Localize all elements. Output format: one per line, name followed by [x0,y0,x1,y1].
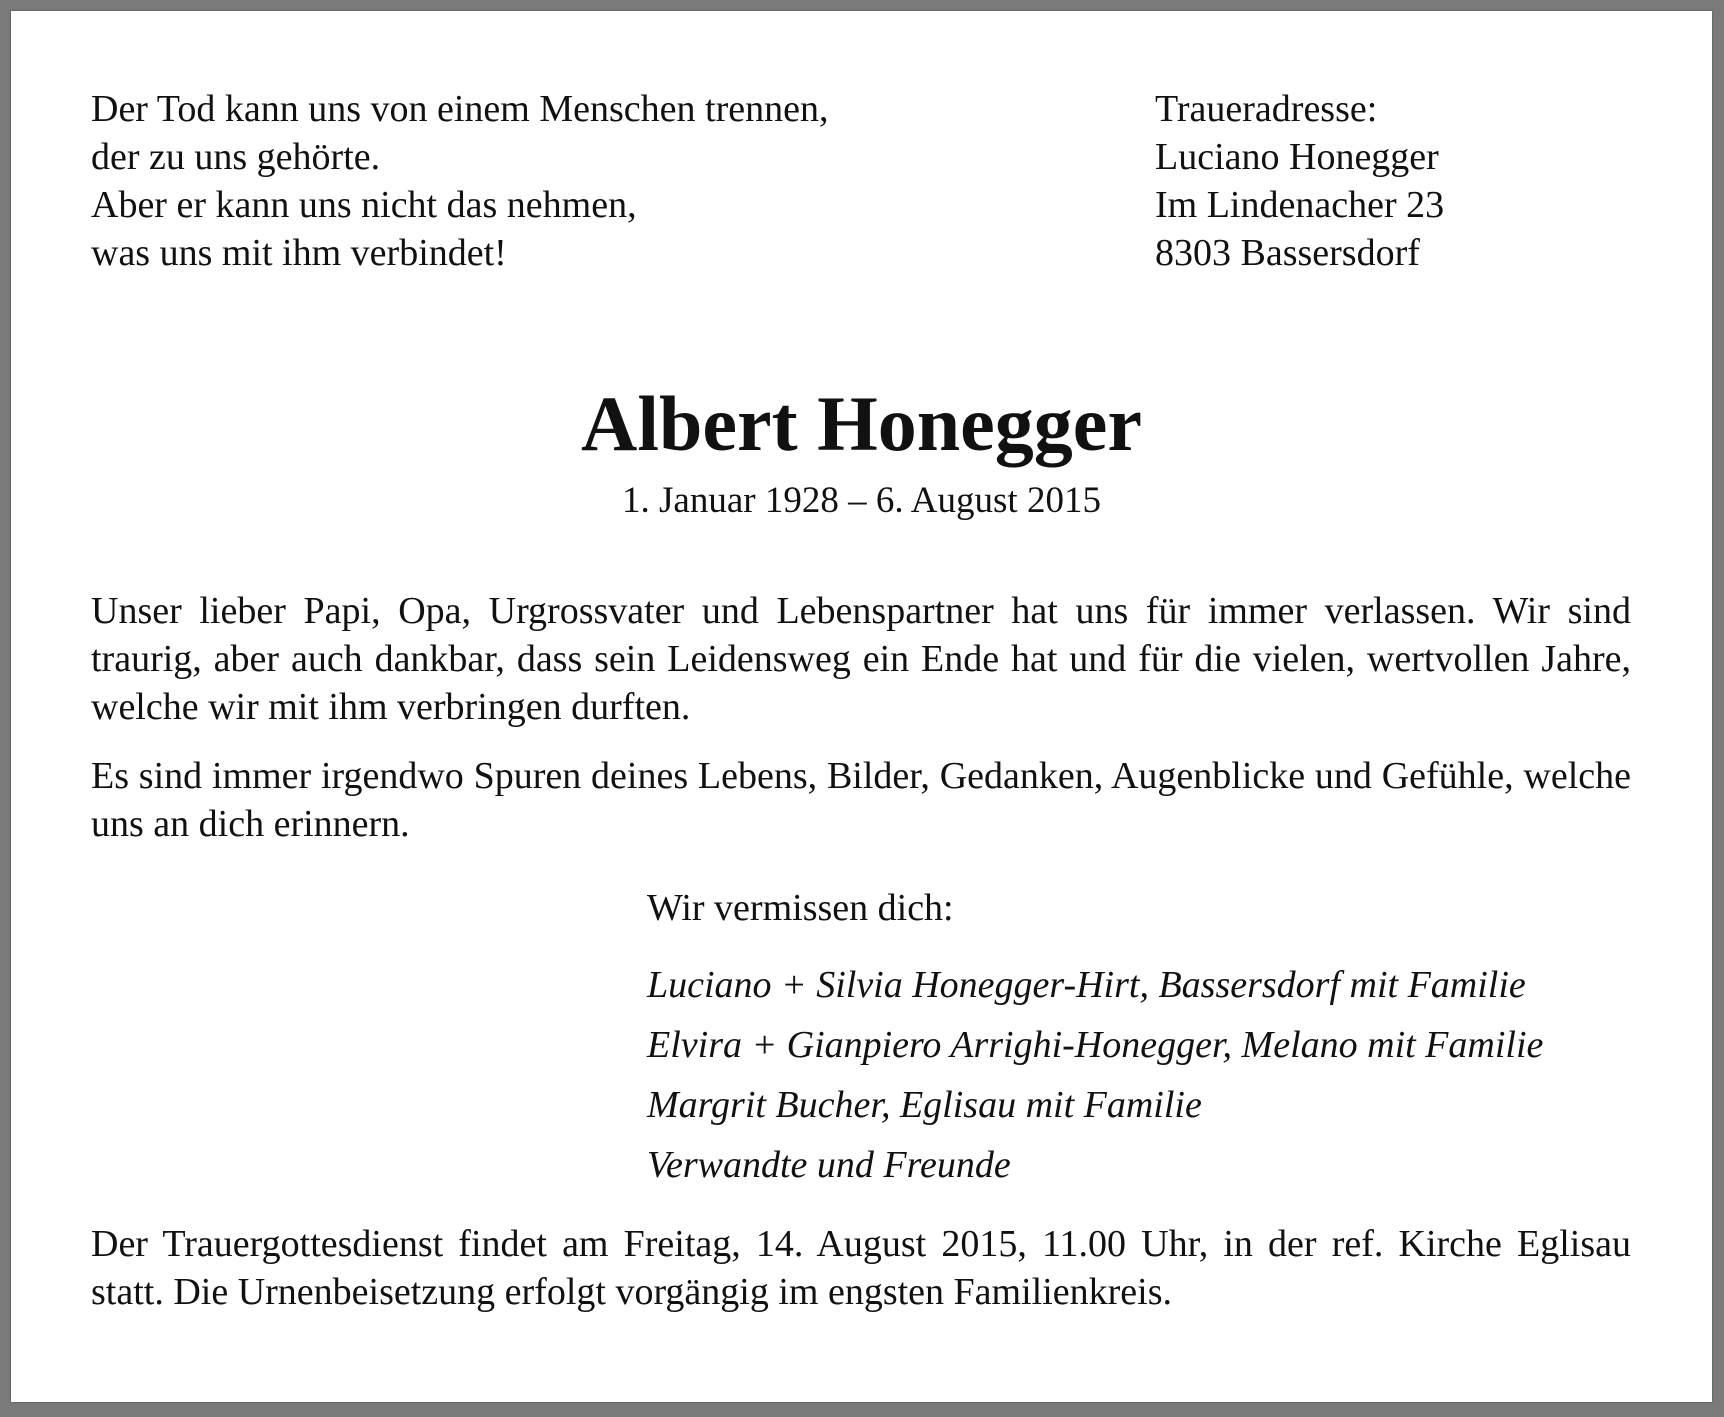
deceased-name: Albert Honegger [580,380,1142,467]
body-paragraph-2: Es sind immer irgendwo Spuren deines Lebens, Bilder, Gedanken, Augenblicke und Gefühle, welche uns an dich erinnern. [91,755,1631,845]
mourner-entry: Elvira + Gianpiero Arrighi-Honegger, Melano mit Familie [647,1024,1544,1066]
mourner-entry: Verwandte und Freunde [647,1144,1011,1186]
address-label: Traueradresse: [1155,88,1378,130]
address-city: 8303 Bassersdorf [1155,232,1420,274]
mourning-address [1155,85,1444,277]
mourner-entry: Luciano + Silvia Honegger-Hirt, Bassersdorf mit Familie [647,964,1526,1006]
mourners-heading: Wir vermissen dich: [647,887,954,929]
memorial-quote [91,85,828,277]
quote-line: der zu uns gehörte. [91,136,381,178]
mourner-entry: Margrit Bucher, Eglisau mit Familie [647,1084,1202,1126]
quote-line: was uns mit ihm verbindet! [91,232,507,274]
address-street: Im Lindenacher 23 [1155,184,1445,226]
service-notice: Der Trauergottesdienst findet am Freitag, 14. August 2015, 11.00 Uhr, in der ref. Kirche Eglisau statt. Die Urnenbeisetzung erfolgt vorgängig im engsten Familienkreis. [91,1223,1631,1313]
quote-line: Der Tod kann uns von einem Menschen trennen, [91,88,829,130]
quote-line: Aber er kann uns nicht das nehmen, [91,184,637,226]
mourners-list [647,955,1543,1195]
body-paragraph-1: Unser lieber Papi, Opa, Urgrossvater und Lebenspartner hat uns für immer verlassen. Wir sind traurig, aber auch dankbar, dass sein Leidensweg ein Ende hat und für die vielen, wertvollen Jahre, welche wir mit ihm verbringen durften. [91,590,1631,728]
obituary-page [11,11,1712,1402]
address-name: Luciano Honegger [1155,136,1439,178]
deceased-dates: 1. Januar 1928 – 6. August 2015 [622,480,1101,521]
